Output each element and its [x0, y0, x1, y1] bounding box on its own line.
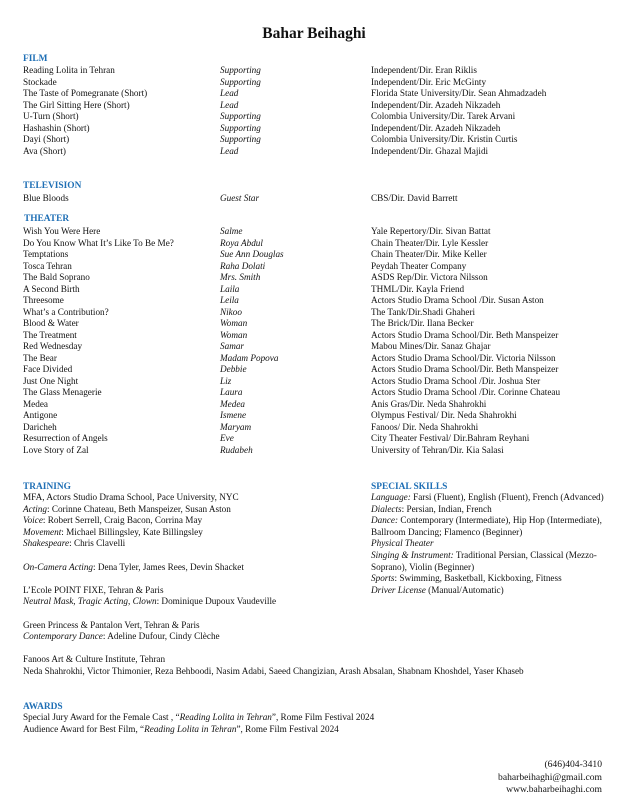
credit-title: The Bear — [23, 352, 57, 363]
credit-company: Independent/Dir. Ghazal Majidi — [371, 145, 489, 156]
contact-website[interactable]: www.baharbeihaghi.com — [506, 784, 602, 795]
training-contemporary: Contemporary Dance: Adeline Dufour, Cindy Clèche — [23, 631, 220, 642]
credit-title: The Girl Sitting Here (Short) — [23, 99, 130, 110]
theater-credit-row — [0, 295, 640, 307]
credit-title: Blue Bloods — [23, 193, 69, 203]
credit-company: Chain Theater/Dir. Mike Keller — [371, 249, 487, 259]
skills-section-title: SPECIAL SKILLS — [371, 482, 448, 492]
television-credit-row — [0, 193, 640, 205]
credit-company: THML/Dir. Kayla Friend — [371, 283, 465, 294]
television-section-title: TELEVISION — [23, 181, 82, 191]
credit-role: Debbie — [220, 364, 247, 374]
skill-singing: Singing & Instrument: Traditional Persian, Classical (Mezzo- — [371, 549, 597, 560]
credit-company: Actors Studio Drama School/Dir. Beth Manspeizer — [371, 329, 559, 340]
credit-company: Yale Repertory/Dir. Sivan Battat — [371, 226, 491, 236]
credit-title: Wish You Were Here — [23, 226, 101, 236]
credit-role: Supporting — [220, 76, 261, 87]
film-credit-row — [0, 100, 640, 112]
credit-role: Samar — [220, 341, 244, 351]
credit-company: Peydah Theater Company — [371, 260, 467, 271]
credit-role: Salme — [220, 226, 243, 236]
credit-title: Reading Lolita in Tehran — [23, 65, 115, 75]
theater-credit-row — [0, 272, 640, 284]
theater-credit-row — [0, 364, 640, 376]
theater-credit-row — [0, 353, 640, 365]
credit-title: Just One Night — [23, 375, 79, 386]
credit-company: University of Tehran/Dir. Kia Salasi — [371, 444, 504, 455]
theater-credit-row — [0, 445, 640, 457]
credit-role: Lead — [220, 145, 239, 156]
training-mfa: MFA, Actors Studio Drama School, Pace University, NYC — [23, 492, 239, 502]
credit-title: Love Story of Zal — [23, 444, 89, 455]
training-green: Green Princess & Pantalon Vert, Tehran & Paris — [23, 619, 200, 630]
theater-credits — [0, 226, 640, 456]
skill-sports: Sports: Swimming, Basketball, Kickboxing, Fitness — [371, 573, 562, 584]
credit-company: The Tank/Dir.Shadi Ghaheri — [371, 306, 476, 317]
awards-section-title: AWARDS — [23, 702, 63, 712]
credit-title: Threesome — [23, 295, 64, 305]
skill-dialects: Dialects: Persian, Indian, French — [371, 503, 492, 514]
film-credit-row — [0, 123, 640, 135]
credit-title: The Taste of Pomegranate (Short) — [23, 88, 148, 98]
credit-company: Independent/Dir. Eric McGinty — [371, 76, 487, 87]
credit-company: Olympus Festival/ Dir. Neda Shahrokhi — [371, 410, 517, 420]
theater-credit-row — [0, 433, 640, 445]
credit-company: Mabou Mines/Dir. Sanaz Ghajar — [371, 341, 491, 351]
film-credit-row — [0, 77, 640, 89]
credit-company: Actors Studio Drama School/Dir. Victoria Nilsson — [371, 352, 556, 363]
credit-role: Woman — [220, 318, 248, 328]
credit-company: Florida State University/Dir. Sean Ahmadzadeh — [371, 88, 547, 98]
credit-company: The Brick/Dir. Ilana Becker — [371, 318, 474, 328]
credit-company: Independent/Dir. Azadeh Nikzadeh — [371, 99, 501, 110]
credit-company: Independent/Dir. Eran Riklis — [371, 65, 477, 75]
theater-credit-row — [0, 341, 640, 353]
contact-info — [498, 759, 602, 797]
theater-credit-row — [0, 318, 640, 330]
credit-title: Ava (Short) — [23, 145, 66, 156]
credit-title: Red Wednesday — [23, 341, 83, 351]
training-neutral: Neutral Mask, Tragic Acting, Clown: Dominique Dupoux Vaudeville — [23, 596, 277, 607]
credit-role: Medea — [220, 398, 245, 409]
film-credit-row — [0, 65, 640, 77]
theater-credit-row — [0, 238, 640, 250]
credit-company: Actors Studio Drama School/Dir. Beth Manspeizer — [371, 364, 559, 374]
film-credits — [0, 65, 640, 157]
theater-credit-row — [0, 422, 640, 434]
training-section-title: TRAINING — [23, 482, 71, 492]
skill-singing-cont: Soprano), Violin (Beginner) — [371, 561, 475, 572]
credit-role: Rudabeh — [220, 444, 253, 455]
credit-title: Stockade — [23, 76, 57, 87]
contact-phone: (646)404-3410 — [544, 759, 602, 770]
credit-role: Maryam — [220, 421, 252, 432]
contact-email[interactable]: baharbeihaghi@gmail.com — [498, 771, 602, 783]
skill-dance-cont: Ballroom Dancing; Flamenco (Beginner) — [371, 526, 523, 537]
theater-credit-row — [0, 399, 640, 411]
skill-license: Driver License (Manual/Automatic) — [371, 584, 504, 595]
award-1: Special Jury Award for the Female Cast , “Reading Lolita in Tehran”, Rome Film Festival 2024 — [23, 712, 375, 722]
film-credit-row — [0, 88, 640, 100]
training-acting: Acting: Corinne Chateau, Beth Manspeizer, Susan Aston — [23, 503, 231, 514]
credit-role: Woman — [220, 329, 248, 340]
training-fanoos-teachers: Neda Shahrokhi, Victor Thimonier, Reza Behboodi, Nasim Adabi, Saeed Changizian, Arash Absalan, Shabnam Khoshdel, Yaser Khaseb — [23, 665, 524, 676]
credit-role: Nikoo — [220, 306, 242, 317]
credit-role: Eve — [220, 433, 234, 443]
credit-company: CBS/Dir. David Barrett — [371, 193, 458, 203]
credit-company: Independent/Dir. Azadeh Nikzadeh — [371, 122, 501, 133]
actor-name: Bahar Beihaghi — [262, 25, 366, 42]
credit-role: Raha Dolati — [220, 260, 266, 271]
credit-role: Lead — [220, 99, 239, 110]
credit-title: Resurrection of Angels — [23, 433, 108, 443]
credit-role: Madam Popova — [220, 352, 279, 363]
credit-role: Sue Ann Douglas — [220, 249, 284, 259]
theater-credit-row — [0, 261, 640, 273]
credit-role: Guest Star — [220, 193, 260, 203]
film-credit-row — [0, 134, 640, 146]
television-credits — [0, 193, 640, 205]
credit-title: Dayi (Short) — [23, 134, 70, 144]
theater-credit-row — [0, 284, 640, 296]
credit-title: The Glass Menagerie — [23, 387, 102, 397]
credit-title: The Treatment — [23, 329, 77, 340]
credit-company: Anis Gras/Dir. Neda Shahrokhi — [371, 398, 487, 409]
credit-title: Face Divided — [23, 364, 73, 374]
credit-role: Laila — [220, 283, 240, 294]
theater-credit-row — [0, 410, 640, 422]
training-lecole: L’Ecole POINT FIXE, Tehran & Paris — [23, 584, 164, 595]
theater-credit-row — [0, 376, 640, 388]
credit-company: City Theater Festival/ Dir.Bahram Reyhani — [371, 433, 530, 443]
credit-role: Leila — [220, 295, 239, 305]
credit-title: U-Turn (Short) — [23, 111, 79, 121]
credit-title: Blood & Water — [23, 318, 79, 328]
credit-role: Supporting — [220, 134, 261, 144]
credit-company: Colombia University/Dir. Kristin Curtis — [371, 134, 518, 144]
credit-company: ASDS Rep/Dir. Victora Nilsson — [371, 272, 488, 282]
award-2: Audience Award for Best Film, “Reading Lolita in Tehran”, Rome Film Festival 2024 — [23, 723, 339, 734]
theater-credit-row — [0, 307, 640, 319]
training-oncamera: On-Camera Acting: Dena Tyler, James Rees, Devin Shacket — [23, 561, 244, 572]
credit-title: Hashashin (Short) — [23, 122, 90, 133]
theater-credit-row — [0, 330, 640, 342]
training-shakespeare: Shakespeare: Chris Clavelli — [23, 538, 126, 549]
credit-role: Mrs. Smith — [220, 272, 261, 282]
credit-company: Colombia University/Dir. Tarek Arvani — [371, 111, 516, 121]
credit-title: A Second Birth — [23, 283, 80, 294]
skill-language: Language: Farsi (Fluent), English (Fluent), French (Advanced) — [371, 492, 604, 502]
credit-title: The Bald Soprano — [23, 272, 90, 282]
film-credit-row — [0, 111, 640, 123]
credit-company: Fanoos/ Dir. Neda Shahrokhi — [371, 421, 479, 432]
film-section-title: FILM — [23, 54, 48, 64]
credit-title: Do You Know What It’s Like To Be Me? — [23, 237, 174, 248]
credit-role: Supporting — [220, 65, 261, 75]
awards-block — [23, 712, 374, 735]
credit-company: Actors Studio Drama School /Dir. Susan Aston — [371, 295, 544, 305]
credit-title: Daricheh — [23, 421, 57, 432]
credit-title: Medea — [23, 398, 48, 409]
credit-role: Liz — [220, 375, 232, 386]
theater-credit-row — [0, 387, 640, 399]
training-movement: Movement: Michael Billingsley, Kate Billingsley — [23, 526, 203, 537]
credit-role: Roya Abdul — [220, 237, 263, 248]
credit-role: Laura — [220, 387, 243, 397]
theater-section-title: THEATER — [24, 214, 70, 224]
credit-role: Lead — [220, 88, 239, 98]
credit-company: Actors Studio Drama School /Dir. Joshua Ster — [371, 375, 541, 386]
theater-credit-row — [0, 226, 640, 238]
credit-title: Temptations — [23, 249, 69, 259]
training-voice: Voice: Robert Serrell, Craig Bacon, Corrina May — [23, 515, 203, 526]
credit-company: Actors Studio Drama School /Dir. Corinne Chateau — [371, 387, 561, 397]
skill-physical: Physical Theater — [371, 538, 434, 549]
credit-company: Chain Theater/Dir. Lyle Kessler — [371, 237, 489, 248]
credit-title: What’s a Contribution? — [23, 306, 109, 317]
credit-role: Supporting — [220, 122, 261, 133]
credit-role: Supporting — [220, 111, 261, 121]
training-fanoos: Fanoos Art & Culture Institute, Tehran — [23, 654, 166, 665]
theater-credit-row — [0, 249, 640, 261]
skill-dance: Dance: Contemporary (Intermediate), Hip Hop (Intermediate), — [371, 515, 602, 526]
skills-block — [371, 492, 604, 596]
film-credit-row — [0, 146, 640, 158]
credit-title: Antigone — [23, 410, 58, 420]
credit-role: Ismene — [220, 410, 247, 420]
credit-title: Tosca Tehran — [23, 260, 72, 271]
